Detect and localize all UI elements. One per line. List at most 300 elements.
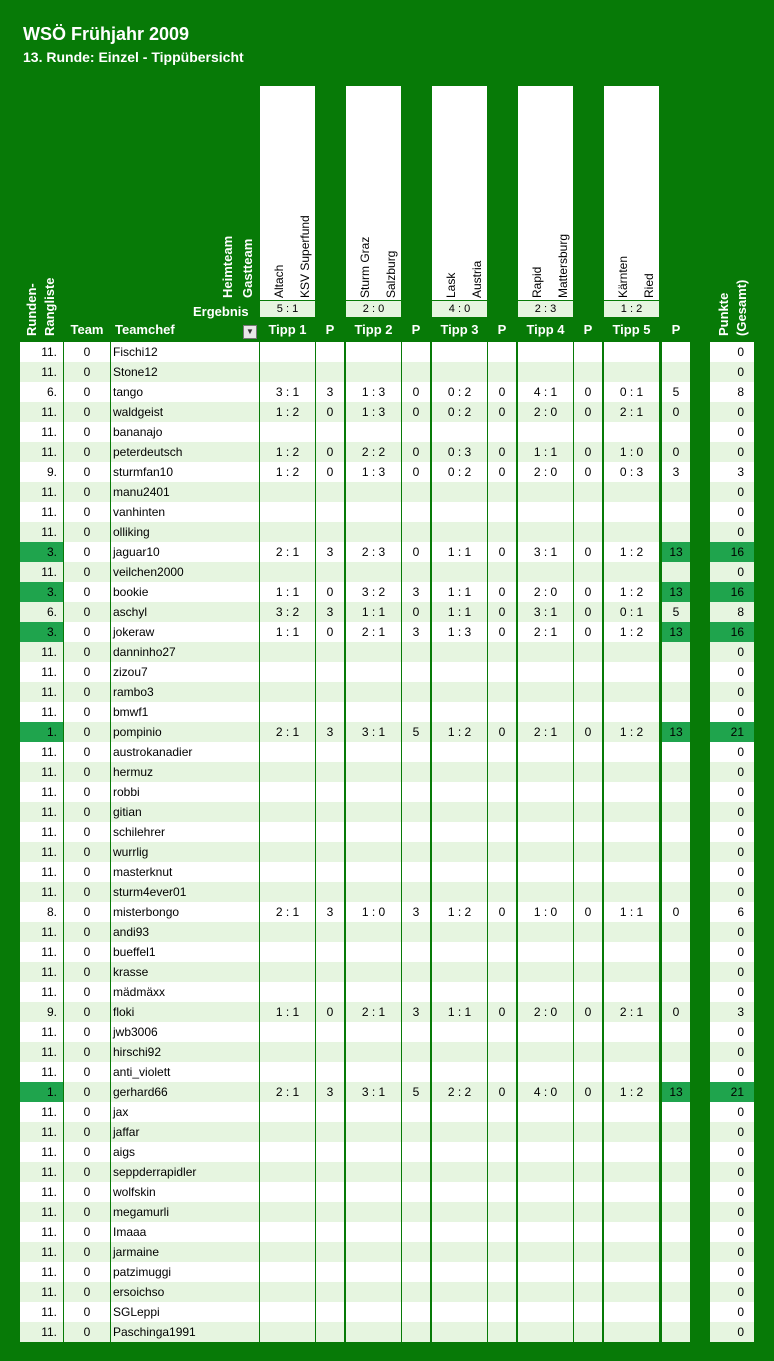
points-cell[interactable] xyxy=(662,422,690,442)
rank-cell[interactable]: 11. xyxy=(20,1282,63,1302)
tipp-cell[interactable]: 2 : 0 xyxy=(518,582,573,602)
tipp-cell[interactable] xyxy=(346,742,401,762)
points-cell[interactable]: 0 xyxy=(316,1002,344,1022)
points-cell[interactable] xyxy=(488,962,516,982)
points-cell[interactable] xyxy=(316,1282,344,1302)
points-cell[interactable] xyxy=(574,642,602,662)
points-cell[interactable]: 0 xyxy=(488,902,516,922)
tipp-cell[interactable] xyxy=(432,1042,487,1062)
points-cell[interactable] xyxy=(402,482,430,502)
tipp-cell[interactable] xyxy=(260,1302,315,1322)
points-cell[interactable] xyxy=(316,362,344,382)
points-cell[interactable] xyxy=(402,882,430,902)
team-cell[interactable]: 0 xyxy=(64,842,110,862)
points-cell[interactable] xyxy=(316,1062,344,1082)
tipp-cell[interactable] xyxy=(604,1262,659,1282)
rank-cell[interactable]: 11. xyxy=(20,862,63,882)
teamchef-cell[interactable]: patzimuggi xyxy=(111,1262,259,1282)
tipp-cell[interactable] xyxy=(346,1282,401,1302)
team-cell[interactable]: 0 xyxy=(64,742,110,762)
rank-cell[interactable]: 6. xyxy=(20,602,63,622)
points-cell[interactable] xyxy=(488,842,516,862)
points-cell[interactable] xyxy=(488,782,516,802)
points-cell[interactable] xyxy=(574,1202,602,1222)
points-cell[interactable] xyxy=(662,1142,690,1162)
points-cell[interactable] xyxy=(662,822,690,842)
tipp-cell[interactable]: 1 : 1 xyxy=(604,902,659,922)
team-cell[interactable]: 0 xyxy=(64,1002,110,1022)
points-cell[interactable] xyxy=(662,562,690,582)
points-cell[interactable]: 0 xyxy=(488,602,516,622)
teamchef-cell[interactable]: schilehrer xyxy=(111,822,259,842)
tipp-cell[interactable] xyxy=(518,1302,573,1322)
tipp-cell[interactable] xyxy=(518,762,573,782)
points-cell[interactable] xyxy=(488,1122,516,1142)
points-cell[interactable] xyxy=(662,502,690,522)
tipp-cell[interactable] xyxy=(518,742,573,762)
rank-cell[interactable]: 11. xyxy=(20,482,63,502)
points-cell[interactable]: 5 xyxy=(662,382,690,402)
teamchef-cell[interactable]: olliking xyxy=(111,522,259,542)
teamchef-cell[interactable]: danninho27 xyxy=(111,642,259,662)
tipp-cell[interactable] xyxy=(518,1222,573,1242)
total-points-cell[interactable]: 0 xyxy=(710,1322,754,1342)
tipp-cell[interactable] xyxy=(432,782,487,802)
points-cell[interactable] xyxy=(316,742,344,762)
tipp-cell[interactable] xyxy=(518,1042,573,1062)
tipp-cell[interactable]: 1 : 1 xyxy=(260,1002,315,1022)
teamchef-cell[interactable]: seppderrapidler xyxy=(111,1162,259,1182)
teamchef-cell[interactable]: aschyl xyxy=(111,602,259,622)
teamchef-cell[interactable]: mädmäxx xyxy=(111,982,259,1002)
points-cell[interactable] xyxy=(488,1282,516,1302)
tipp-cell[interactable]: 2 : 1 xyxy=(346,622,401,642)
points-cell[interactable] xyxy=(402,982,430,1002)
tipp-cell[interactable] xyxy=(518,1142,573,1162)
points-cell[interactable] xyxy=(488,362,516,382)
tipp-cell[interactable]: 2 : 1 xyxy=(260,1082,315,1102)
rank-cell[interactable]: 11. xyxy=(20,1062,63,1082)
points-cell[interactable] xyxy=(316,1202,344,1222)
points-cell[interactable] xyxy=(488,1142,516,1162)
tipp-cell[interactable]: 1 : 1 xyxy=(346,602,401,622)
rank-cell[interactable]: 11. xyxy=(20,1022,63,1042)
teamchef-cell[interactable]: gerhard66 xyxy=(111,1082,259,1102)
points-cell[interactable] xyxy=(488,1042,516,1062)
points-cell[interactable]: 0 xyxy=(574,402,602,422)
team-cell[interactable]: 0 xyxy=(64,1142,110,1162)
tipp-cell[interactable]: 2 : 2 xyxy=(432,1082,487,1102)
tipp-cell[interactable] xyxy=(260,1142,315,1162)
points-cell[interactable] xyxy=(316,1102,344,1122)
rank-cell[interactable]: 11. xyxy=(20,922,63,942)
points-cell[interactable] xyxy=(316,1022,344,1042)
total-points-cell[interactable]: 0 xyxy=(710,1122,754,1142)
tipp-cell[interactable] xyxy=(260,1202,315,1222)
team-cell[interactable]: 0 xyxy=(64,582,110,602)
tipp-cell[interactable] xyxy=(260,942,315,962)
teamchef-cell[interactable]: peterdeutsch xyxy=(111,442,259,462)
tipp-cell[interactable] xyxy=(260,642,315,662)
tipp-cell[interactable] xyxy=(518,982,573,1002)
total-points-cell[interactable]: 0 xyxy=(710,862,754,882)
points-cell[interactable] xyxy=(488,802,516,822)
points-cell[interactable] xyxy=(662,522,690,542)
tipp-cell[interactable] xyxy=(604,782,659,802)
points-cell[interactable] xyxy=(574,802,602,822)
tipp-cell[interactable] xyxy=(518,1102,573,1122)
team-cell[interactable]: 0 xyxy=(64,1102,110,1122)
total-points-cell[interactable]: 0 xyxy=(710,922,754,942)
tipp-cell[interactable]: 2 : 0 xyxy=(518,402,573,422)
teamchef-cell[interactable]: aigs xyxy=(111,1142,259,1162)
points-cell[interactable] xyxy=(316,762,344,782)
tipp-cell[interactable] xyxy=(260,1062,315,1082)
points-cell[interactable]: 0 xyxy=(574,442,602,462)
points-cell[interactable] xyxy=(488,1302,516,1322)
points-cell[interactable] xyxy=(402,1042,430,1062)
points-cell[interactable]: 0 xyxy=(402,402,430,422)
tipp-cell[interactable] xyxy=(346,782,401,802)
tipp-cell[interactable] xyxy=(346,982,401,1002)
tipp-cell[interactable] xyxy=(518,682,573,702)
total-points-cell[interactable]: 0 xyxy=(710,882,754,902)
points-cell[interactable] xyxy=(488,1022,516,1042)
tipp-cell[interactable] xyxy=(260,1122,315,1142)
points-cell[interactable] xyxy=(662,1262,690,1282)
points-cell[interactable] xyxy=(402,422,430,442)
rank-cell[interactable]: 11. xyxy=(20,742,63,762)
tipp-cell[interactable]: 1 : 1 xyxy=(432,582,487,602)
points-cell[interactable] xyxy=(662,1202,690,1222)
tipp-cell[interactable] xyxy=(604,1042,659,1062)
tipp-cell[interactable] xyxy=(432,662,487,682)
points-cell[interactable] xyxy=(488,762,516,782)
tipp-cell[interactable] xyxy=(260,1042,315,1062)
tipp-cell[interactable] xyxy=(604,362,659,382)
points-cell[interactable]: 0 xyxy=(402,602,430,622)
tipp-cell[interactable] xyxy=(346,502,401,522)
tipp-cell[interactable] xyxy=(604,1162,659,1182)
teamchef-cell[interactable]: jax xyxy=(111,1102,259,1122)
tipp-cell[interactable] xyxy=(346,762,401,782)
points-cell[interactable] xyxy=(316,962,344,982)
tipp-cell[interactable] xyxy=(518,1162,573,1182)
rank-cell[interactable]: 11. xyxy=(20,762,63,782)
points-cell[interactable] xyxy=(402,802,430,822)
tipp-cell[interactable]: 1 : 2 xyxy=(432,722,487,742)
tipp-cell[interactable] xyxy=(346,802,401,822)
points-cell[interactable] xyxy=(402,1162,430,1182)
tipp-cell[interactable]: 1 : 1 xyxy=(432,1002,487,1022)
teamchef-cell[interactable]: wolfskin xyxy=(111,1182,259,1202)
tipp-cell[interactable]: 1 : 2 xyxy=(604,542,659,562)
points-cell[interactable] xyxy=(662,1282,690,1302)
rank-cell[interactable]: 11. xyxy=(20,802,63,822)
tipp-cell[interactable] xyxy=(604,982,659,1002)
rank-cell[interactable]: 11. xyxy=(20,1302,63,1322)
points-cell[interactable] xyxy=(574,1142,602,1162)
tipp-cell[interactable] xyxy=(346,942,401,962)
rank-cell[interactable]: 9. xyxy=(20,462,63,482)
tipp-cell[interactable]: 1 : 2 xyxy=(260,462,315,482)
total-points-cell[interactable]: 0 xyxy=(710,1242,754,1262)
team-cell[interactable]: 0 xyxy=(64,522,110,542)
tipp-cell[interactable] xyxy=(432,1162,487,1182)
tipp-cell[interactable] xyxy=(260,882,315,902)
total-points-cell[interactable]: 16 xyxy=(710,622,754,642)
points-cell[interactable] xyxy=(662,742,690,762)
tipp-cell[interactable] xyxy=(518,1282,573,1302)
team-cell[interactable]: 0 xyxy=(64,1042,110,1062)
tipp-cell[interactable] xyxy=(346,1102,401,1122)
total-points-cell[interactable]: 0 xyxy=(710,962,754,982)
points-cell[interactable]: 3 xyxy=(316,602,344,622)
points-cell[interactable] xyxy=(316,682,344,702)
team-cell[interactable]: 0 xyxy=(64,1122,110,1142)
tipp-cell[interactable] xyxy=(346,922,401,942)
team-cell[interactable]: 0 xyxy=(64,422,110,442)
points-cell[interactable] xyxy=(662,1302,690,1322)
tipp-cell[interactable]: 2 : 1 xyxy=(260,722,315,742)
points-cell[interactable] xyxy=(574,882,602,902)
points-cell[interactable]: 0 xyxy=(574,1082,602,1102)
points-cell[interactable] xyxy=(662,342,690,362)
points-cell[interactable]: 3 xyxy=(402,1002,430,1022)
tipp-cell[interactable] xyxy=(432,742,487,762)
points-cell[interactable]: 0 xyxy=(316,582,344,602)
tipp-cell[interactable]: 0 : 2 xyxy=(432,402,487,422)
points-cell[interactable] xyxy=(488,1322,516,1342)
tipp-cell[interactable] xyxy=(260,782,315,802)
points-cell[interactable] xyxy=(488,642,516,662)
team-cell[interactable]: 0 xyxy=(64,722,110,742)
tipp-cell[interactable] xyxy=(346,1322,401,1342)
total-points-cell[interactable]: 0 xyxy=(710,482,754,502)
tipp-cell[interactable]: 1 : 0 xyxy=(346,902,401,922)
points-cell[interactable]: 0 xyxy=(488,1002,516,1022)
tipp-cell[interactable] xyxy=(604,1322,659,1342)
tipp-cell[interactable] xyxy=(260,1242,315,1262)
points-cell[interactable] xyxy=(488,822,516,842)
points-cell[interactable]: 0 xyxy=(488,1082,516,1102)
points-cell[interactable] xyxy=(662,962,690,982)
points-cell[interactable] xyxy=(488,862,516,882)
tipp-cell[interactable]: 1 : 1 xyxy=(260,582,315,602)
points-cell[interactable] xyxy=(402,1062,430,1082)
points-cell[interactable] xyxy=(574,862,602,882)
points-cell[interactable]: 5 xyxy=(662,602,690,622)
tipp-cell[interactable] xyxy=(260,842,315,862)
tipp-cell[interactable] xyxy=(432,682,487,702)
points-cell[interactable] xyxy=(316,662,344,682)
tipp-cell[interactable] xyxy=(518,922,573,942)
tipp-cell[interactable] xyxy=(518,502,573,522)
tipp-cell[interactable]: 1 : 0 xyxy=(604,442,659,462)
tipp-cell[interactable]: 1 : 2 xyxy=(432,902,487,922)
tipp-cell[interactable] xyxy=(518,1022,573,1042)
team-cell[interactable]: 0 xyxy=(64,1202,110,1222)
tipp-cell[interactable] xyxy=(260,1262,315,1282)
points-cell[interactable] xyxy=(488,882,516,902)
tipp-cell[interactable] xyxy=(346,702,401,722)
team-cell[interactable]: 0 xyxy=(64,642,110,662)
teamchef-cell[interactable]: zizou7 xyxy=(111,662,259,682)
team-cell[interactable]: 0 xyxy=(64,1262,110,1282)
tipp-cell[interactable] xyxy=(432,1282,487,1302)
teamchef-cell[interactable]: masterknut xyxy=(111,862,259,882)
points-cell[interactable] xyxy=(402,1182,430,1202)
points-cell[interactable] xyxy=(662,662,690,682)
tipp-cell[interactable] xyxy=(518,782,573,802)
points-cell[interactable] xyxy=(488,1222,516,1242)
points-cell[interactable] xyxy=(316,782,344,802)
tipp-cell[interactable]: 2 : 3 xyxy=(346,542,401,562)
points-cell[interactable]: 0 xyxy=(402,442,430,462)
team-cell[interactable]: 0 xyxy=(64,462,110,482)
teamchef-cell[interactable]: bmwf1 xyxy=(111,702,259,722)
total-points-cell[interactable]: 0 xyxy=(710,642,754,662)
total-points-cell[interactable]: 0 xyxy=(710,842,754,862)
points-cell[interactable] xyxy=(316,422,344,442)
team-cell[interactable]: 0 xyxy=(64,882,110,902)
tipp-cell[interactable] xyxy=(260,982,315,1002)
points-cell[interactable]: 0 xyxy=(574,602,602,622)
points-cell[interactable] xyxy=(316,882,344,902)
points-cell[interactable] xyxy=(316,562,344,582)
total-points-cell[interactable]: 0 xyxy=(710,362,754,382)
points-cell[interactable]: 13 xyxy=(662,542,690,562)
tipp-cell[interactable] xyxy=(518,662,573,682)
tipp-cell[interactable] xyxy=(432,482,487,502)
points-cell[interactable] xyxy=(574,1282,602,1302)
points-cell[interactable]: 0 xyxy=(402,542,430,562)
tipp-cell[interactable] xyxy=(346,862,401,882)
teamchef-cell[interactable]: misterbongo xyxy=(111,902,259,922)
total-points-cell[interactable]: 0 xyxy=(710,822,754,842)
points-cell[interactable] xyxy=(402,1122,430,1142)
tipp-cell[interactable] xyxy=(604,422,659,442)
rank-cell[interactable]: 11. xyxy=(20,642,63,662)
tipp-cell[interactable] xyxy=(260,922,315,942)
points-cell[interactable] xyxy=(488,1242,516,1262)
total-points-cell[interactable]: 21 xyxy=(710,1082,754,1102)
tipp-cell[interactable]: 4 : 0 xyxy=(518,1082,573,1102)
total-points-cell[interactable]: 16 xyxy=(710,542,754,562)
total-points-cell[interactable]: 0 xyxy=(710,682,754,702)
tipp-cell[interactable] xyxy=(260,1182,315,1202)
points-cell[interactable] xyxy=(488,1062,516,1082)
tipp-cell[interactable] xyxy=(604,862,659,882)
total-points-cell[interactable]: 8 xyxy=(710,382,754,402)
points-cell[interactable] xyxy=(574,522,602,542)
points-cell[interactable] xyxy=(662,1322,690,1342)
tipp-cell[interactable] xyxy=(432,922,487,942)
points-cell[interactable] xyxy=(402,1262,430,1282)
teamchef-cell[interactable]: Stone12 xyxy=(111,362,259,382)
tipp-cell[interactable] xyxy=(518,802,573,822)
points-cell[interactable] xyxy=(402,1322,430,1342)
points-cell[interactable]: 3 xyxy=(316,542,344,562)
tipp-cell[interactable] xyxy=(432,822,487,842)
tipp-cell[interactable] xyxy=(432,1062,487,1082)
teamchef-cell[interactable]: jaguar10 xyxy=(111,542,259,562)
tipp-cell[interactable] xyxy=(432,942,487,962)
tipp-cell[interactable] xyxy=(604,962,659,982)
points-cell[interactable] xyxy=(574,922,602,942)
points-cell[interactable] xyxy=(574,1022,602,1042)
rank-cell[interactable]: 11. xyxy=(20,1142,63,1162)
points-cell[interactable] xyxy=(316,802,344,822)
rank-cell[interactable]: 11. xyxy=(20,962,63,982)
tipp-cell[interactable] xyxy=(604,702,659,722)
tipp-cell[interactable] xyxy=(432,702,487,722)
tipp-cell[interactable]: 3 : 1 xyxy=(346,722,401,742)
points-cell[interactable] xyxy=(574,1222,602,1242)
points-cell[interactable] xyxy=(316,862,344,882)
teamchef-cell[interactable]: wurrlig xyxy=(111,842,259,862)
points-cell[interactable] xyxy=(316,482,344,502)
total-points-cell[interactable]: 0 xyxy=(710,342,754,362)
points-cell[interactable] xyxy=(402,342,430,362)
points-cell[interactable] xyxy=(662,922,690,942)
points-cell[interactable] xyxy=(662,1162,690,1182)
tipp-cell[interactable] xyxy=(604,742,659,762)
tipp-cell[interactable] xyxy=(432,562,487,582)
tipp-cell[interactable] xyxy=(518,1322,573,1342)
tipp-cell[interactable]: 1 : 1 xyxy=(260,622,315,642)
tipp-cell[interactable] xyxy=(604,482,659,502)
teamchef-cell[interactable]: hirschi92 xyxy=(111,1042,259,1062)
tipp-cell[interactable] xyxy=(604,1222,659,1242)
tipp-cell[interactable] xyxy=(432,522,487,542)
tipp-cell[interactable]: 3 : 2 xyxy=(346,582,401,602)
points-cell[interactable] xyxy=(574,822,602,842)
teamchef-cell[interactable]: megamurli xyxy=(111,1202,259,1222)
tipp-cell[interactable]: 1 : 1 xyxy=(432,602,487,622)
rank-cell[interactable]: 3. xyxy=(20,582,63,602)
points-cell[interactable] xyxy=(402,1202,430,1222)
tipp-cell[interactable] xyxy=(604,522,659,542)
tipp-cell[interactable] xyxy=(604,1122,659,1142)
tipp-cell[interactable] xyxy=(518,1202,573,1222)
points-cell[interactable]: 3 xyxy=(316,1082,344,1102)
points-cell[interactable]: 0 xyxy=(662,442,690,462)
points-cell[interactable] xyxy=(316,1222,344,1242)
points-cell[interactable]: 0 xyxy=(316,402,344,422)
total-points-cell[interactable]: 0 xyxy=(710,1202,754,1222)
tipp-cell[interactable] xyxy=(432,882,487,902)
tipp-cell[interactable] xyxy=(518,702,573,722)
rank-cell[interactable]: 11. xyxy=(20,1182,63,1202)
points-cell[interactable] xyxy=(574,942,602,962)
total-points-cell[interactable]: 0 xyxy=(710,1182,754,1202)
points-cell[interactable]: 0 xyxy=(574,582,602,602)
teamchef-cell[interactable]: Fischi12 xyxy=(111,342,259,362)
points-cell[interactable] xyxy=(316,1302,344,1322)
points-cell[interactable]: 0 xyxy=(316,462,344,482)
teamchef-cell[interactable]: manu2401 xyxy=(111,482,259,502)
tipp-cell[interactable] xyxy=(518,842,573,862)
total-points-cell[interactable]: 0 xyxy=(710,1142,754,1162)
team-cell[interactable]: 0 xyxy=(64,1242,110,1262)
tipp-cell[interactable] xyxy=(346,1262,401,1282)
rank-cell[interactable]: 8. xyxy=(20,902,63,922)
total-points-cell[interactable]: 0 xyxy=(710,1222,754,1242)
team-cell[interactable]: 0 xyxy=(64,502,110,522)
tipp-cell[interactable] xyxy=(518,1062,573,1082)
team-cell[interactable]: 0 xyxy=(64,942,110,962)
